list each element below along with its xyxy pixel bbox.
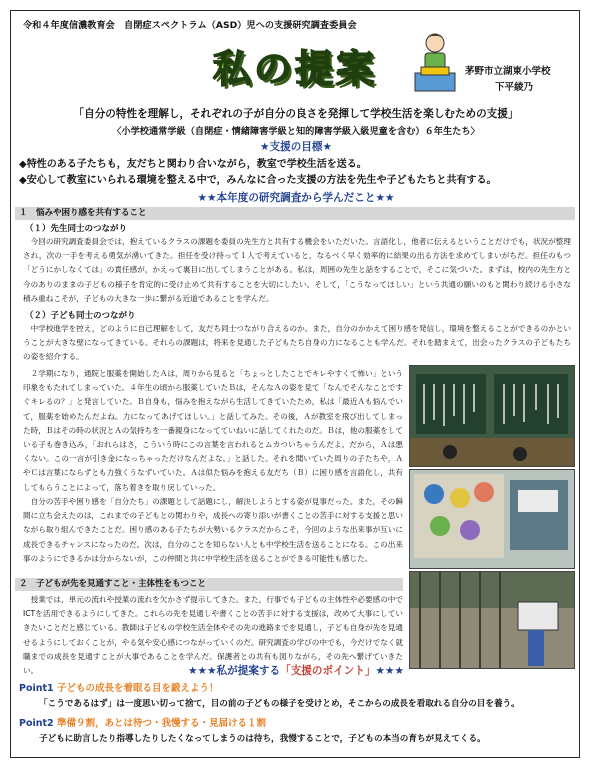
proposal-heading-prefix: ★★★私が提案する <box>188 665 281 677</box>
proposal-heading-accent: 「支援のポイント」 <box>280 665 376 677</box>
title-block <box>209 33 381 97</box>
section-1-heading: １ 悩みや困り感を共有すること <box>15 207 575 220</box>
organization-line: 令和４年度信濃教育会 自閉症スペクトラム（ASD）児への支援研究調査委員会 <box>23 20 357 31</box>
bulletin-board-photo <box>409 469 575 569</box>
goal-item: ◆特性のある子たちも，友だちと関わり合いながら，教室で学校生活を送る。 <box>19 159 367 170</box>
student-at-desk-icon <box>411 29 459 95</box>
point-2-body: 子どもに助言したり指導したりしたくなってしまうのは待ち，我慢することで，子どもの本当の育ちが見えてくる。 <box>39 734 486 744</box>
proposal-heading-suffix: ★★★ <box>375 665 404 677</box>
point-1-heading <box>19 680 219 694</box>
outdoor-activity-photo <box>409 571 575 669</box>
sub-title: 〈小学校通常学級（自閉症・情緒障害学級と知的障害学級入級児童を含む）６年生たち〉 <box>112 126 480 137</box>
point-1-label: Point1 <box>19 683 54 694</box>
point-1-title: 子どもの成長を着眼る目を鍛えよう！ <box>56 683 219 694</box>
paragraph-teachers: 今回の研究調査委員会では，抱えているクラスの課題を委員の先生方と共有する機会をいただいた。言語化し，他者に伝えるということだけでも，状況が整理され，次の一手を考える勇気が湧いてきた。担任を受け持って１人で考えていると，なるべく早く効率的に結果の出る方法を求めてしまいがちだ。担任のもつ「どうにかしなくては」の責任感が，かえって裏目に出してしまうことがある。私は，周囲の先生と話をすることで，そこに気づいた。まずは，校内の先生方と今のありのままの子どもの様子を肯定的に受け止めて共有することを大切にしたい。そして，「こうなってほしい」という共通の願いのもと関わり続ける小さな積み重ねこそが，子どもの大きな一歩に繋がる近道であることを学んだ。 <box>23 237 571 303</box>
point-2-title: 準備９割，あとは待つ・我慢する・見届ける１割 <box>56 718 266 729</box>
research-heading: ★★本年度の研究調査から学んだこと★★ <box>197 192 395 204</box>
section-2-heading: ２ 子どもが先を見通すこと・主体性をもつこと <box>15 578 403 591</box>
paragraph-foresight: 授業では，単元の流れや授業の流れを欠かさず提示してきた。また，行事でも子どもの主体性や必要感の中でICTを活用できるようにしてきた。これらの先を見通しや書くことの苦手に対する支援は，改めて大事にしていきたいことだと感じている。教師は子どもの学校生活全体やその先の進路までを見通し，子ども自身が先を見通せるようにしておくことが，やる気や安心感につながっていくのだ。研究調査の学びの中でも，今だけでなく就職までの成長を見通すことが大事であることを学んだ。保護者との共有も図りながら，その先へ繋げていきたい。 <box>23 595 403 676</box>
paragraph-children-story: ２学期になり，通院と服薬を開始したＡは，周りから見ると「ちょっとしたことでキレやすくて怖い」という印象をもたれてしまっていた。４年生の頃から服薬していたＢは，そんなＡの姿を見て「なんでそんなことですぐキレるの？」と発言していた。Ｂ自身も，悩みを抱えながら生活してきていたため，私は「最近Ａも悩んでいて，服薬を始めたんだよね。力になってあげてほしい。」と話してみた。その後，Ａが教室を飛び出してしまった時，Ｂはその時の状況とＡの気持ちを一番親身になってていねいに話してくれたのだ。Ｂは，他の服薬をしている子も巻き込み，「おれらはさ，こういう時にこの言葉を言われるとムカついちゃうんだよ。だから，Ａは悪くない。この一言が引き金になっちゃっただけなんだよな。」と話した。それを聞いていた周りの子たちや，ＡやＣは言葉にならずとも力強くうなずいていた。Ａは似た悩みを抱える友だち（Ｂ）に困り感を言語化し，共有してもらうことによって，落ち着きを取り戻していった。 <box>23 369 403 492</box>
main-title: 「自分の特性を理解し，それぞれの子が自分の良さを発揮して学校生活を楽しむための支援」 <box>73 108 519 120</box>
page-title: 私の提案 <box>212 46 377 91</box>
paragraph-children-intro: 中学校進学を控え，どのように自己理解をして，友だち同士つながり合えるのか。また，自分のかかえて困り感を発信し，環境を整えることができるのかということが大きな壁になってきている。それらの課題は，将来を見通した子どもたち自身の力になることも学んだ。それを踏まえて，出会ったクラスの子どもたちの姿を紹介する。 <box>23 324 571 362</box>
author-name: 下平綾乃 <box>495 82 534 93</box>
goal-item: ◆安心して教室にいられる環境を整える中で，みんなに合った支援の方法を先生や子どもたちと共有する。 <box>19 175 497 186</box>
school-name: 茅野市立湖東小学校 <box>465 66 551 77</box>
subsection-heading: （１）先生同士のつながり <box>25 224 128 234</box>
paragraph-children-reflection: 自分の苦手や困り感を「自分たち」の課題として話題にし，解決しようとする姿が見事だった。また，その瞬間に立ち会えたのは，これまでの子どもとの関わりや，成長への寄り添いが書くことの苦手に対する支援と思いながら取り組んできたことだ。困り感のある子たちが大勢いるクラスだからこそ，今回のような出来事が互いに成長できるチャンスになったのだ。次は，自分のことを知らない人とも中学校生活を送ることになる。この出来事のようにできるかは分からないが，この仲間と共に中学校生活を送ることができる可能性も感じた。 <box>23 497 403 563</box>
classroom-blackboard-photo <box>409 365 575 467</box>
goals-heading: ★支援の目標★ <box>260 141 332 153</box>
proposal-heading <box>11 663 581 678</box>
point-1-body: 「こうであるはず」は一度思い切って捨て，目の前の子どもの様子を受けとめ，そこからの成長を看取れる自分の目を養う。 <box>39 699 520 709</box>
point-2-label: Point2 <box>19 718 54 729</box>
subsection-heading: （２）子ども同士のつながり <box>25 311 136 321</box>
document-page <box>10 10 580 758</box>
point-2-heading <box>19 715 266 729</box>
